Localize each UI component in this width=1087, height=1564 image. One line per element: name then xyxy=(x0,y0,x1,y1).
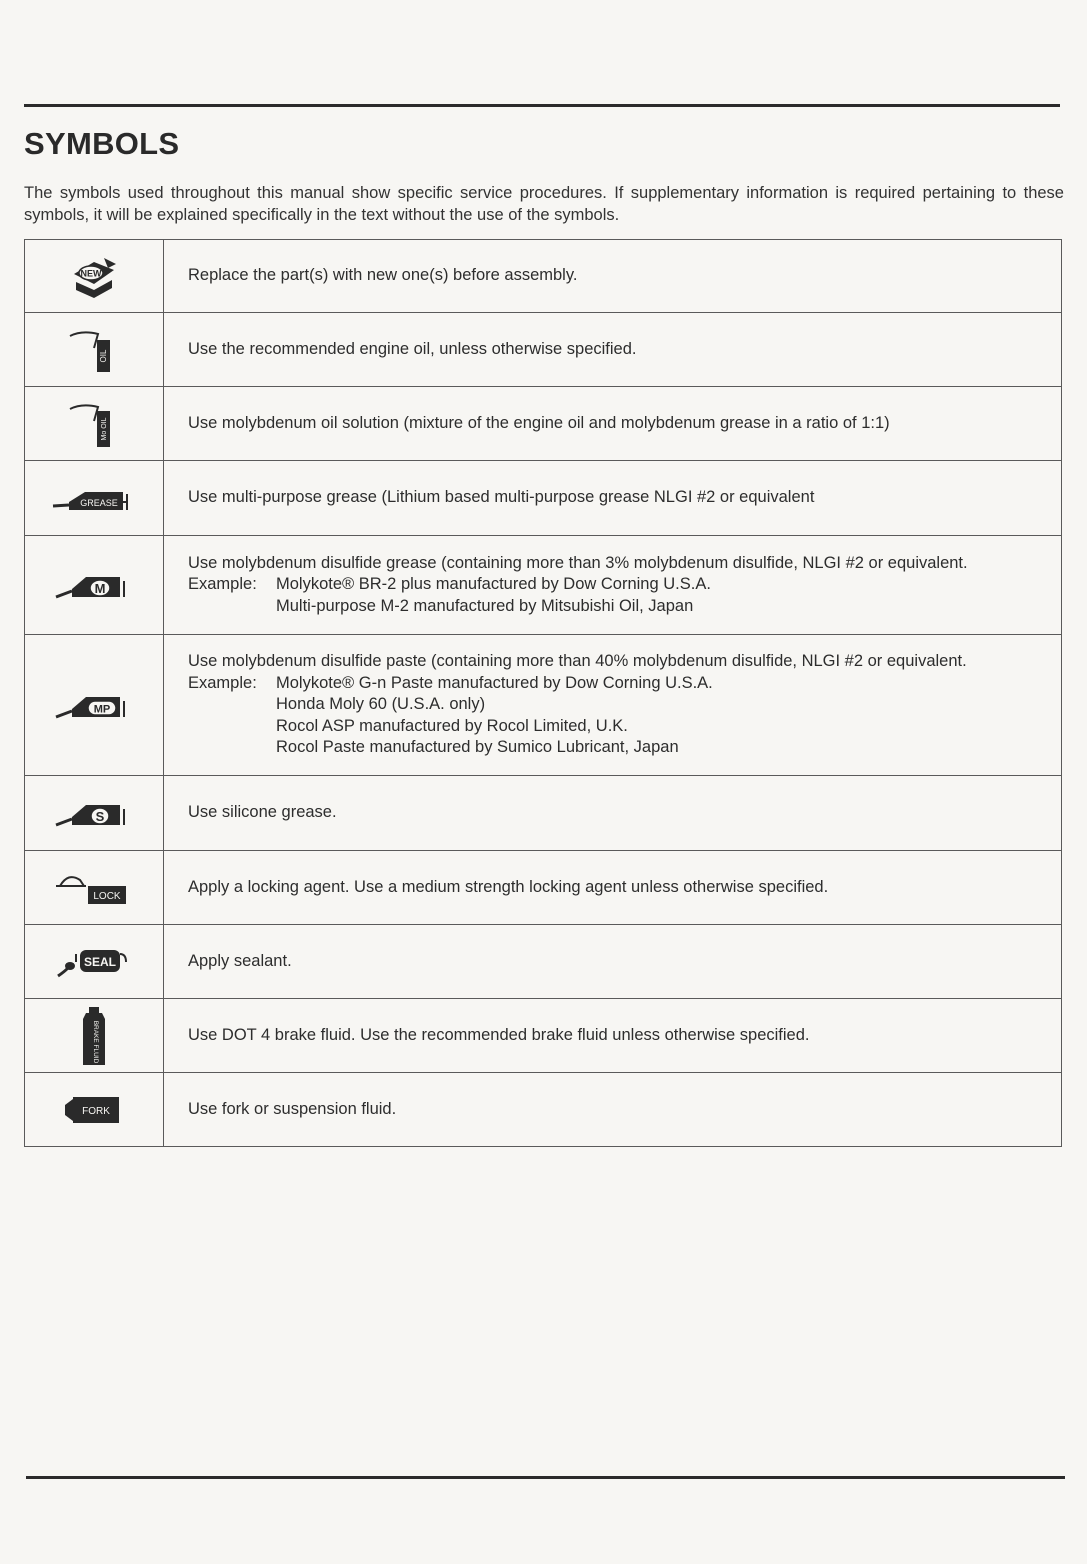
new-part-icon xyxy=(64,252,124,300)
svg-text:S: S xyxy=(95,809,105,824)
table-row xyxy=(25,851,1062,925)
symbol-description: Use the recommended engine oil, unless otherwise specified. xyxy=(164,313,1062,387)
svg-text:GREASE: GREASE xyxy=(80,498,118,508)
fork-fluid-icon xyxy=(59,1093,129,1127)
example-line: Honda Moly 60 (U.S.A. only) xyxy=(276,695,486,714)
table-row xyxy=(25,635,1062,776)
symbol-description: Use silicone grease. xyxy=(164,776,1062,851)
symbols-table xyxy=(24,239,1062,1147)
symbol-description: Use DOT 4 brake fluid. Use the recommended brake fluid unless otherwise specified. xyxy=(164,999,1062,1073)
intro-paragraph: The symbols used throughout this manual show specific service procedures. If supplementary information is required pertaining to these symbols, it will be explained specifically in the text without the use of the symbols. xyxy=(24,184,1064,224)
bottom-rule xyxy=(26,1476,1065,1479)
symbol-description: Use molybdenum oil solution (mixture of the engine oil and molybdenum grease in a ratio of 1:1) xyxy=(164,387,1062,461)
table-row xyxy=(25,1073,1062,1147)
symbol-description: Apply sealant. xyxy=(164,925,1062,999)
example-line: Multi-purpose M-2 manufactured by Mitsubishi Oil, Japan xyxy=(276,596,694,615)
table-row xyxy=(25,387,1062,461)
moly-paste-icon xyxy=(52,687,136,723)
symbol-description: Use molybdenum disulfide paste (containing more than 40% molybdenum disulfide, NLGI #2 or equivalent. xyxy=(188,652,967,671)
symbol-description: Apply a locking agent. Use a medium strength locking agent unless otherwise specified. xyxy=(164,851,1062,925)
top-rule xyxy=(24,104,1060,107)
engine-oil-icon xyxy=(64,326,124,374)
example-block xyxy=(188,574,1037,617)
silicone-grease-icon xyxy=(52,795,136,831)
example-label: Example: xyxy=(188,673,257,692)
brake-fluid-icon xyxy=(74,1005,114,1067)
svg-text:Mo OIL: Mo OIL xyxy=(101,417,108,440)
symbol-description: Use molybdenum disulfide grease (containing more than 3% molybdenum disulfide, NLGI #2 or equivalent. xyxy=(188,553,968,572)
svg-text:BRAKE FLUID: BRAKE FLUID xyxy=(92,1020,99,1063)
table-row xyxy=(25,313,1062,387)
example-line: Rocol ASP manufactured by Rocol Limited, U.K. xyxy=(276,716,628,735)
table-row xyxy=(25,240,1062,313)
svg-text:NEW: NEW xyxy=(80,268,102,279)
symbol-description: Use fork or suspension fluid. xyxy=(164,1073,1062,1147)
sealant-icon xyxy=(52,942,136,982)
table-row xyxy=(25,536,1062,635)
example-label: Example: xyxy=(188,575,257,594)
locking-agent-icon xyxy=(52,868,136,908)
svg-text:SEAL: SEAL xyxy=(83,954,117,969)
symbol-description: Use multi-purpose grease (Lithium based multi-purpose grease NLGI #2 or equivalent xyxy=(164,461,1062,536)
svg-text:MP: MP xyxy=(93,703,111,716)
table-row xyxy=(25,925,1062,999)
example-block xyxy=(188,673,1037,759)
table-row xyxy=(25,999,1062,1073)
example-line: Molykote® BR-2 plus manufactured by Dow Corning U.S.A. xyxy=(276,575,711,594)
symbol-description: Replace the part(s) with new one(s) before assembly. xyxy=(164,240,1062,313)
svg-text:M: M xyxy=(94,581,106,596)
molybdenum-oil-icon xyxy=(64,399,124,449)
table-row xyxy=(25,776,1062,851)
example-line: Rocol Paste manufactured by Sumico Lubricant, Japan xyxy=(276,738,679,757)
example-line: Molykote® G-n Paste manufactured by Dow Corning U.S.A. xyxy=(276,673,713,692)
svg-text:FORK: FORK xyxy=(82,1105,110,1117)
svg-text:OIL: OIL xyxy=(99,349,108,362)
svg-text:LOCK: LOCK xyxy=(93,890,121,902)
moly-grease-icon xyxy=(52,567,136,603)
table-row xyxy=(25,461,1062,536)
grease-icon xyxy=(49,480,139,516)
page-title: SYMBOLS xyxy=(24,126,180,161)
